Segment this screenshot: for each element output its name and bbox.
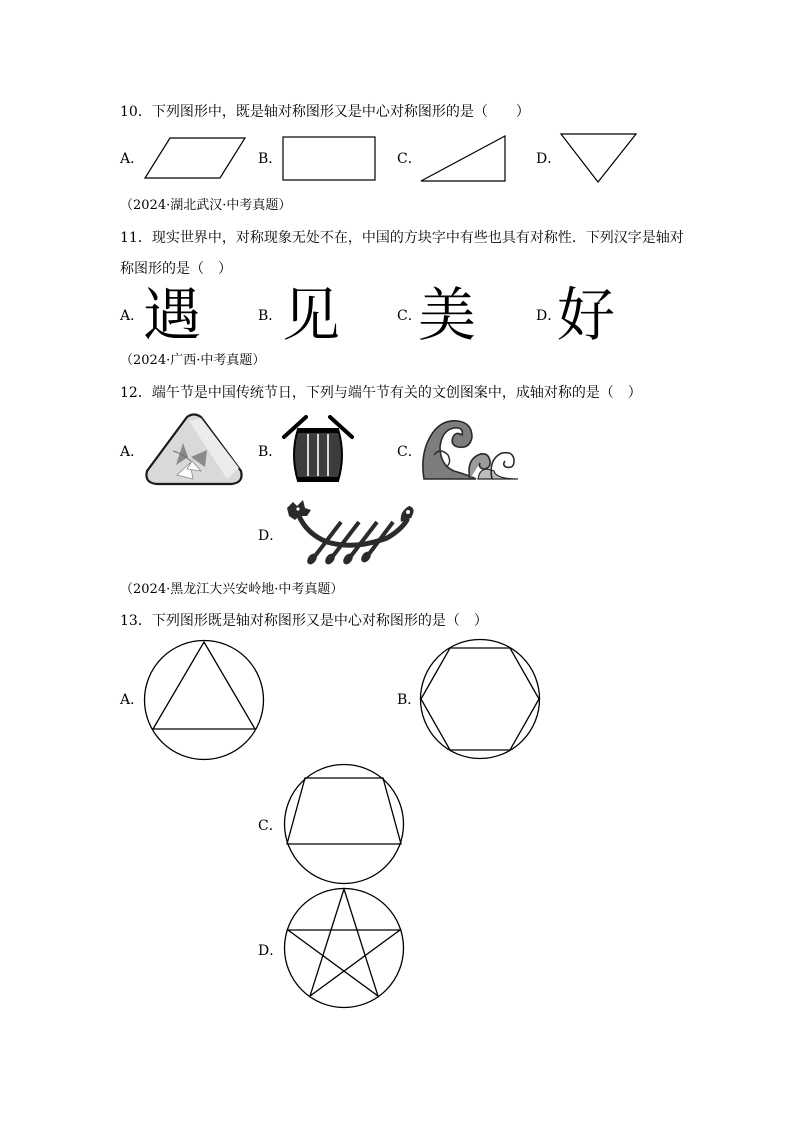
q11-source: （2024·湖北武汉·中考真题） (120, 198, 292, 213)
circle-star-figure (283, 887, 405, 1009)
inverted-triangle-figure (560, 133, 637, 183)
circle-hexagon-figure (419, 638, 541, 760)
parallelogram-figure (144, 137, 246, 179)
q10-option-a-label: A． (120, 151, 145, 167)
q12-option-d-label: D． (258, 528, 284, 544)
q10-text: 10．下列图形中，既是轴对称图形又是中心对称图形的是（ ） (120, 104, 530, 120)
circle-triangle-figure (143, 639, 265, 761)
q13-option-c-label: C． (258, 818, 283, 834)
char-mei: 美 (418, 281, 477, 349)
q13-option-d-label: D． (258, 943, 284, 959)
q12-text: 12．端午节是中国传统节日，下列与端午节有关的文创图案中，成轴对称的是（ ） (120, 385, 642, 401)
q11-option-b-label: B． (258, 308, 283, 324)
q12-source: （2024·广西·中考真题） (120, 353, 266, 368)
circle-trapezoid-figure (283, 763, 405, 885)
drum-icon (282, 413, 354, 485)
q13-source: （2024·黑龙江大兴安岭地·中考真题） (120, 582, 344, 597)
q12-option-b-label: B． (258, 444, 283, 460)
q10-option-d-label: D． (536, 151, 562, 167)
dragon-boat-icon (281, 498, 419, 566)
q10-option-c-label: C． (397, 151, 422, 167)
q13-option-a-label: A． (120, 692, 145, 708)
right-triangle-figure (420, 135, 506, 182)
q11-option-d-label: D． (536, 308, 562, 324)
q11-option-a-label: A． (120, 308, 145, 324)
rectangle-figure (282, 136, 376, 181)
q11-option-c-label: C． (397, 308, 422, 324)
q11-text-line2: 称图形的是（ ） (120, 261, 232, 277)
q11-text-line1: 11．现实世界中，对称现象无处不在，中国的方块字中有些也具有对称性．下列汉字是轴对 (120, 230, 684, 246)
q10-option-b-label: B． (258, 151, 283, 167)
q13-option-b-label: B． (397, 692, 422, 708)
cloud-wave-icon (420, 415, 520, 481)
q12-option-a-label: A． (120, 444, 145, 460)
char-jian: 见 (282, 281, 341, 349)
zongzi-icon (143, 413, 245, 485)
q12-option-c-label: C． (397, 444, 422, 460)
char-hao: 好 (557, 281, 616, 349)
char-yu: 遇 (143, 281, 202, 349)
q13-text: 13．下列图形既是轴对称图形又是中心对称图形的是（ ） (120, 613, 488, 629)
